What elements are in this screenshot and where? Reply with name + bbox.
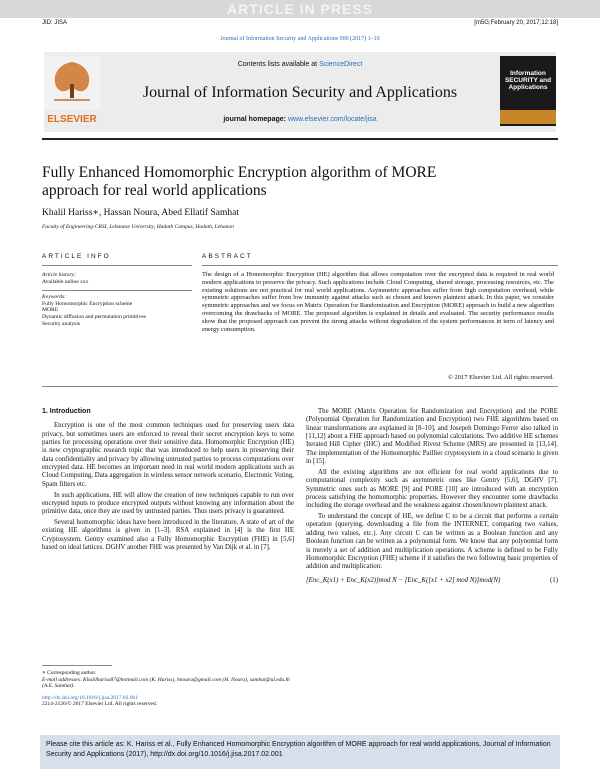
title-line-1: Fully Enhanced Homomorphic Encryption algorithm of MORE (42, 164, 437, 181)
paragraph: The MORE (Matrix Operation for Randomization and Encryption) and the PORE (Polynomial Operation for Randomization and Encryption) two FHE algorithms based on linear transformations are explained in [8–10], and Josepeh Domingo Ferrer also talked in [11,12] about a FHE approach based on polynomial calculations. Two additive HE schemes Iterated Hill Cipher (IHC) and Modified Rivest Scheme (MRS) are presented in [13,14]. The implementation of the Homomorphic Paillier cryptosystem in a cloud scenario is given in [15]. (306, 408, 558, 466)
paragraph: Several homomorphic ideas have been introduced in the literature. A state of art of the existing HE algorithms is given in [1–3]. RSA explained in [4] is the first HE Cryptosystem. Gentry examined also a Fully Homomorphic Encryption (FHE) in [5,6] based on ideal lattices. DGHV another FHE was presented by Van Dijk et al. in [7]. (42, 519, 294, 552)
homepage-label: journal homepage: (223, 116, 286, 123)
footnote-rule (42, 665, 112, 666)
equation-number: (1) (550, 576, 558, 584)
paragraph: In such applications, HE will allow the creation of new techniques capable to run over encrypted inputs to produce encrypted outputs without knowing any information about the primitive data, once they are used by untrusted parties. Thus users privacy is guaranteed. (42, 491, 294, 516)
publisher-logo-text: ELSEVIER (47, 114, 97, 125)
info-rule-top (42, 265, 192, 266)
article-info (42, 272, 192, 327)
abstract-text: The design of a Homomorphic Encryption (HE) algorithm that allows computation over the encrypted data is required in real world modern applications to preserve the privacy. Such applications include Cloud Computing, shared storage, processing resources, etc. The existing solutions are not practical for real world applications. Asymmetric approaches suffer from high computation overhead, while symmetric approaches suffer from low immunity against attacks such as chosen and known plaintext attack. In this paper, we consider symmetric approaches and we focus on Matrix Operation for Randomization and Encryption (MORE) approach to build a new algorithm overcoming the drawbacks of MORE. The proposed algorithm is explained in details and evaluated. The security performance results show that the proposed approach can prevent the strong attacks without degradation of the system performances in term of latency and energy consumption. (202, 271, 554, 333)
keyword-item: Security analysis (42, 320, 81, 327)
affiliation: Faculty of Engineering-CRSI, Lebanese University, Hadath Campus, Hadath, Lebanon (42, 224, 234, 230)
corresponding-author-note: ∗ Corresponding author. (42, 670, 97, 676)
doi-link[interactable]: http://dx.doi.org/10.1016/j.jisa.2017.02.001 (42, 694, 138, 701)
history-value: Available online xxx (42, 278, 89, 285)
journal-id: JID: JISA (42, 20, 68, 26)
email-addresses[interactable]: E-mail addresses: Khalilhariss87@hotmail.com (K. Hariss), hnoura@gmail.com (H. Noura), samhat@ul.edu.lb (A.E. Samhat). (42, 676, 290, 689)
keywords-label: Keywords: (42, 294, 67, 301)
abstract-copyright: © 2017 Elsevier Ltd. All rights reserved. (447, 374, 554, 381)
issn-line: 2214-2126/© 2017 Elsevier Ltd. All rights reserved. (42, 701, 158, 707)
authors[interactable]: Khalil Hariss∗, Hassan Noura, Abed Ellatif Samhat (42, 208, 239, 218)
journal-name: Journal of Information Security and Applications (142, 84, 458, 101)
paragraph: All the existing algorithms are not efficient for real world applications due to computational complexity such as asymmetric ones like Gentry [5,6], DGHV [7]. Symmetric ones such as MORE [9] and PORE [10] are introduced with an encryption process satisfying the homomorphic properties. However they encounter some drawbacks including the storage overhead and the weakness against chosen/known plaintext attack. (306, 468, 558, 510)
history-label: Article history: (42, 272, 77, 278)
abstract-rule-top (202, 265, 558, 266)
section-heading: 1. Introduction (42, 408, 91, 415)
title-line-2: approach for real world applications (42, 182, 267, 199)
header-rule (42, 138, 558, 140)
info-divider (42, 290, 192, 291)
equation-text: [Enc_K(x1) + Enc_K(x2)]mod N − [Enc_K([x1 + x2] mod N)]mod(N) (306, 576, 501, 584)
contents-prefix: Contents lists available at (237, 61, 318, 68)
paragraph: Encryption is one of the most common techniques used for preserving users data privacy, but sometimes users are enforced to reveal their secret encryption keys to some parties for processing operations over their sensitive data. Homomorphic Encryption (HE) is new cryptographic research topic that was introduced to help users in preserving their data confidentiality and privacy by allowing untrusted parties to process computations over encrypted data. HE becomes an important need in real world modern applications such as Cloud Computing, Data aggregation in wireless sensor network scenario, Electronic Voting, Spam filters etc. (42, 422, 294, 488)
keyword-item: Fully Homomorphic Encryption scheme (42, 300, 133, 307)
article-info-heading: ARTICLE INFO (42, 253, 111, 260)
cover-title: Information SECURITY and Applications (504, 70, 552, 91)
article-title (42, 164, 522, 200)
footnotes (42, 670, 294, 708)
sciencedirect-link[interactable]: ScienceDirect (319, 61, 363, 68)
paragraph: To understand the concept of HE, we define C to be a circuit that performs a certain operation (querying, downloading a file from the INTERNET, comparing two values, adding two values, etc.). Any circuit C can be written as a Boolean function and any Boolean function can be written as a polynomial form. We know that any polynomial form is merely a set of addition and multiplication operations. A scheme is defined to be Fully Homomorphic Encryption (FHE) scheme if it satisfies the two following basic properties of addition and multiplication: (306, 513, 558, 571)
cover-accent (500, 110, 556, 124)
equation-1 (306, 577, 558, 585)
abstract-heading: ABSTRACT (202, 253, 253, 260)
abstract-rule-bottom (42, 386, 558, 387)
banner-text: ARTICLE IN PRESS (227, 1, 373, 17)
right-column (306, 408, 558, 585)
journal-citation-line[interactable]: Journal of Information Security and Applications 000 (2017) 1–10 (220, 36, 380, 42)
keyword-item: MORE (42, 307, 59, 314)
keyword-item: Dynamic diffusion and permutation primitives (42, 313, 146, 320)
left-column (42, 408, 294, 555)
homepage-link[interactable]: www.elsevier.com/locate/jisa (287, 116, 377, 123)
citation-text[interactable]: Please cite this article as: K. Hariss et al., Fully Enhanced Homomorphic Encryption algorithm of MORE approach for real world applications, Journal of Information Security and Applications (2017), http://dx.doi.org/10.1016/j.jisa.2017.02.001 (46, 741, 551, 758)
version-stamp: [m5G;February 20, 2017;12:18] (474, 20, 558, 26)
